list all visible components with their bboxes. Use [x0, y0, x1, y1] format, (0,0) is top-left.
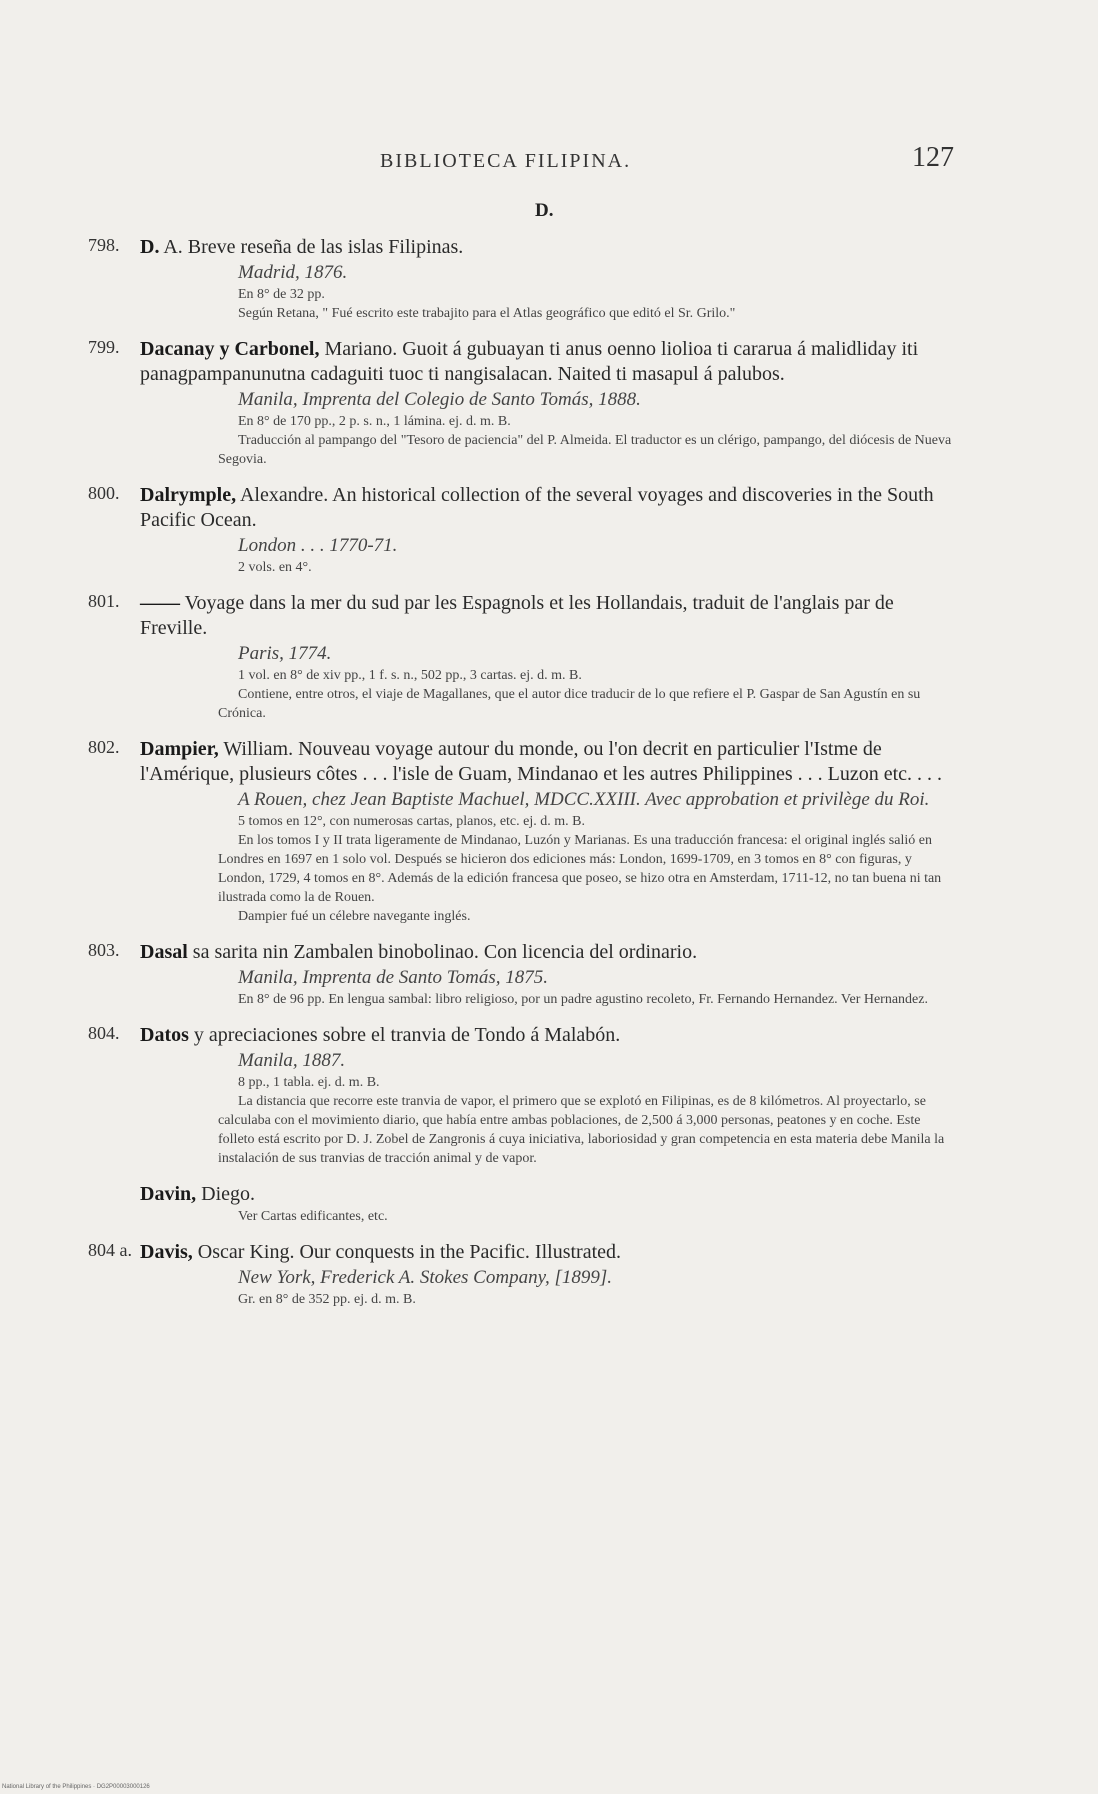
bibliography-entries: [88, 235, 958, 1323]
entry-heading: [88, 1023, 958, 1048]
entry-author: Datos: [140, 1024, 189, 1046]
entry-title: y apreciaciones sobre el tranvia de Tondo á Malabón.: [188, 1024, 621, 1046]
entry-note: 5 tomos en 12°, con numerosas cartas, planos, etc. ej. d. m. B.: [238, 814, 585, 829]
entry-author: Dalrymple,: [140, 484, 237, 506]
entry-note: Según Retana, " Fué escrito este trabajito para el Atlas geográfico que editó el Sr. Grilo.": [238, 306, 736, 321]
entry-note: Contiene, entre otros, el viaje de Magallanes, que el autor dice traducir de lo que refiere el P. Gaspar de San Agustín en su Crónica.: [218, 687, 921, 721]
entry-title: A. Breve reseña de las islas Filipinas.: [159, 236, 464, 258]
entry-note: 1 vol. en 8° de xiv pp., 1 f. s. n., 502 pp., 3 cartas. ej. d. m. B.: [238, 668, 582, 683]
entry-title: Alexandre. An historical collection of the several voyages and discoveries in the South Pacific Ocean.: [140, 484, 934, 531]
entry-author: ——: [140, 592, 180, 614]
entry-title: Oscar King. Our conquests in the Pacific. Illustrated.: [192, 1241, 622, 1263]
bibliography-entry: [88, 1240, 958, 1309]
bibliography-entry: [88, 940, 958, 1009]
entry-imprint: London . . . 1770-71.: [238, 535, 398, 556]
bibliography-entry: [88, 483, 958, 577]
entry-title: Diego.: [196, 1183, 256, 1205]
entry-note: En 8° de 170 pp., 2 p. s. n., 1 lámina. ej. d. m. B.: [238, 414, 511, 429]
entry-number: 798.: [88, 235, 120, 255]
entry-number: 803.: [88, 940, 120, 960]
entry-author: Dampier,: [140, 738, 219, 760]
entry-author: Davis,: [140, 1241, 193, 1263]
entry-number: 801.: [88, 591, 120, 611]
entry-note: En 8° de 96 pp. En lengua sambal: libro religioso, por un padre agustino recoleto, Fr. Fernando Hernandez. Ver Hernandez.: [238, 992, 928, 1007]
bibliography-entry: [88, 591, 958, 723]
entry-number: 804 a.: [88, 1240, 132, 1260]
entry-note: En 8° de 32 pp.: [238, 287, 325, 302]
entry-title: William. Nouveau voyage autour du monde, ou l'on decrit en particulier l'Istme de l'Amérique, plusieurs côtes . . . l'isle de Guam, Mindanao et les autres Philippines . . . Luzon etc. . . .: [140, 738, 943, 785]
entry-note: 8 pp., 1 tabla. ej. d. m. B.: [238, 1075, 380, 1090]
entry-note: 2 vols. en 4°.: [238, 560, 312, 575]
entry-author: D.: [140, 236, 160, 258]
entry-title: Voyage dans la mer du sud par les Espagnols et les Hollandais, traduit de l'anglais par de Freville.: [140, 592, 894, 639]
entry-number: 799.: [88, 337, 120, 357]
entry-note: Dampier fué un célebre navegante inglés.: [238, 909, 471, 924]
section-letter: D.: [535, 200, 554, 221]
entry-note: La distancia que recorre este tranvia de vapor, el primero que se explotó en Filipinas, es de 8 kilómetros. Al proyectarlo, se calculaba con el movimiento diario, que había entre ambas poblaciones, de 2,500 á 3,000 personas, peatones y en coche. Este folleto está escrito por D. J. Zobel de Zangronis á cuya iniciativa, laboriosidad y gran competencia en esta materia debe Manila la instalación de sus tranvias de tracción animal y de vapor.: [218, 1094, 945, 1166]
bibliography-entry: [88, 1182, 958, 1226]
entry-number: 804.: [88, 1023, 120, 1043]
entry-imprint: Manila, Imprenta de Santo Tomás, 1875.: [238, 967, 548, 988]
entry-heading: [88, 1182, 958, 1207]
entry-note: Traducción al pampango del "Tesoro de paciencia" del P. Almeida. El traductor es un clérigo, pampango, del diócesis de Nueva Segovia.: [218, 433, 952, 467]
entry-imprint: Manila, Imprenta del Colegio de Santo Tomás, 1888.: [238, 389, 641, 410]
entry-author: Dacanay y Carbonel,: [140, 338, 320, 360]
page-number: 127: [912, 142, 954, 173]
entry-heading: [88, 591, 958, 641]
running-title: BIBLIOTECA FILIPINA.: [380, 150, 632, 172]
entry-imprint: A Rouen, chez Jean Baptiste Machuel, MDCC.XXIII. Avec approbation et privilège du Roi.: [238, 789, 930, 810]
entry-number: 800.: [88, 483, 120, 503]
entry-imprint: Manila, 1887.: [238, 1050, 346, 1071]
entry-note: Ver Cartas edificantes, etc.: [238, 1209, 388, 1224]
bibliography-entry: [88, 737, 958, 926]
entry-heading: [88, 337, 958, 387]
entry-author: Dasal: [140, 941, 188, 963]
entry-note: En los tomos I y II trata ligeramente de Mindanao, Luzón y Marianas. Es una traducción francesa: el original inglés salió en Londres en 1697 en 1 solo vol. Después se hicieron dos ediciones más: London, 1699-1709, en 3 tomos en 8° con figuras, y London, 1729, 4 tomos en 8°. Además de la edición francesa que poseo, se hizo otra en Amsterdam, 1711-12, no tan buena ni tan ilustrada como la de Rouen.: [218, 833, 942, 905]
entry-heading: [88, 1240, 958, 1265]
entry-heading: [88, 940, 958, 965]
entry-author: Davin,: [140, 1183, 197, 1205]
bibliography-entry: [88, 1023, 958, 1168]
bibliography-entry: [88, 337, 958, 469]
entry-imprint: Paris, 1774.: [238, 643, 332, 664]
entry-heading: [88, 737, 958, 787]
library-stamp: National Library of the Philippines · DG2P00003000126: [2, 1784, 150, 1790]
entry-imprint: Madrid, 1876.: [238, 262, 348, 283]
entry-title: sa sarita nin Zambalen binobolinao. Con licencia del ordinario.: [187, 941, 698, 963]
entry-heading: [88, 483, 958, 533]
entry-note: Gr. en 8° de 352 pp. ej. d. m. B.: [238, 1292, 416, 1307]
entry-imprint: New York, Frederick A. Stokes Company, [1899].: [238, 1267, 612, 1288]
entry-number: 802.: [88, 737, 120, 757]
entry-title: Mariano. Guoit á gubuayan ti anus oenno liolioa ti cararua á malidliday iti panagpampanunutna cadaguiti tuoc ti nangisalacan. Naited ti masapul á palubos.: [140, 338, 919, 385]
bibliography-entry: [88, 235, 958, 323]
entry-heading: [88, 235, 958, 260]
